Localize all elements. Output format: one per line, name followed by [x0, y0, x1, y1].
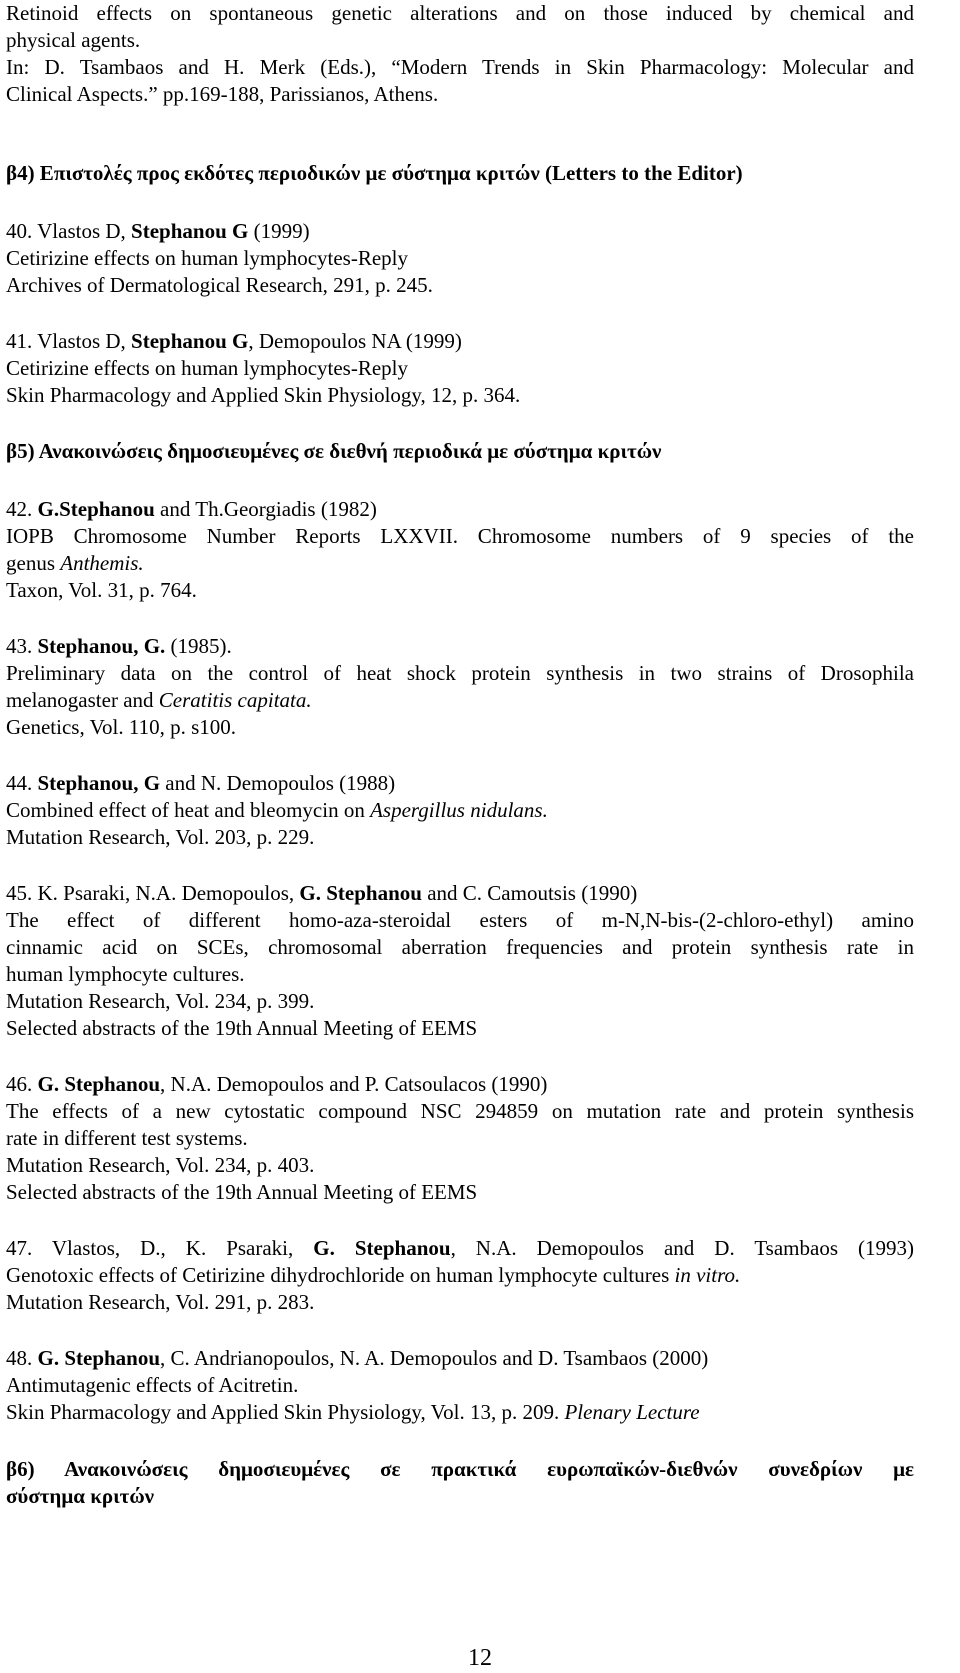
author-highlight: G. Stephanou	[313, 1236, 451, 1260]
ref-authors-rest: and C. Camoutsis (1990)	[427, 881, 638, 905]
species-name: Aspergillus nidulans.	[370, 798, 548, 822]
ref-authors-rest: , C. Andrianopoulos, N. A. Demopoulos and D. Tsambaos (2000)	[160, 1346, 709, 1370]
ref-46-source: Mutation Research, Vol. 234, p. 403.	[6, 1153, 315, 1177]
ref-48-source	[6, 1399, 914, 1426]
ref-43-title-line2	[6, 687, 914, 714]
ref-45-source: Mutation Research, Vol. 234, p. 399.	[6, 989, 315, 1013]
ref-text-line: physical agents.	[6, 28, 141, 52]
ref-46-title-line2: rate in different test systems.	[6, 1126, 248, 1150]
ref-number: 48.	[6, 1346, 33, 1370]
title-text: Genotoxic effects of Cetirizine dihydrochloride on human lymphocyte cultures	[6, 1263, 670, 1287]
author-highlight: G. Stephanou	[299, 881, 422, 905]
source-text: Skin Pharmacology and Applied Skin Physiology, Vol. 13, p. 209.	[6, 1400, 560, 1424]
ref-number: 45. K. Psaraki, N.A. Demopoulos,	[6, 881, 295, 905]
author-highlight: Stephanou, G	[37, 771, 161, 795]
plenary-note: Plenary Lecture	[564, 1400, 700, 1424]
ref-text-line: Clinical Aspects.” pp.169-188, Parissianos, Athens.	[6, 82, 439, 106]
section-heading-b6-line1: β6) Ανακοινώσεις δημοσιευμένες σε πρακτικά ευρωπαϊκών-διεθνών συνεδρίων με	[6, 1457, 914, 1481]
ref-44-title	[6, 797, 914, 824]
section-heading-b6-line2: σύστημα κριτών	[6, 1484, 155, 1508]
ref-45-title-line3: human lymphocyte cultures.	[6, 962, 245, 986]
ref-number: 46.	[6, 1072, 33, 1096]
species-name: Anthemis.	[60, 551, 144, 575]
author-highlight: G.Stephanou	[37, 497, 155, 521]
ref-number: 43.	[6, 634, 33, 658]
ref-43-authors	[6, 633, 914, 660]
ref-47-authors	[6, 1235, 914, 1262]
ref-42-title-line1: IOPB Chromosome Number Reports LXXVII. Chromosome numbers of 9 species of the	[6, 524, 914, 548]
italic-term: in vitro.	[674, 1263, 741, 1287]
ref-40-title: Cetirizine effects on human lymphocytes-Reply	[6, 246, 409, 270]
ref-46-note: Selected abstracts of the 19th Annual Meeting of EEMS	[6, 1180, 478, 1204]
author-highlight: G. Stephanou	[37, 1346, 161, 1370]
author-highlight: Stephanou G	[131, 219, 249, 243]
ref-year: (1985).	[170, 634, 232, 658]
ref-number: 44.	[6, 771, 33, 795]
title-text: genus	[6, 551, 55, 575]
page-number: 12	[468, 1645, 492, 1671]
ref-number: 40. Vlastos D,	[6, 219, 126, 243]
ref-number: 42.	[6, 497, 33, 521]
ref-text-line: Retinoid effects on spontaneous genetic alterations and on those induced by chemical and	[6, 1, 914, 25]
title-text: Combined effect of heat and bleomycin on	[6, 798, 365, 822]
heading-greek: β4) Επιστολές προς εκδότες περιοδικών με σύστημα κριτών	[6, 161, 540, 185]
ref-year: (1993)	[858, 1236, 914, 1260]
ref-40-source: Archives of Dermatological Research, 291, p. 245.	[6, 273, 433, 297]
ref-48-title: Antimutagenic effects of Acitretin.	[6, 1373, 299, 1397]
ref-46-authors	[6, 1071, 914, 1098]
ref-45-title-line2: cinnamic acid on SCEs, chromosomal aberration frequencies and protein synthesis rate in	[6, 935, 914, 959]
ref-42-source: Taxon, Vol. 31, p. 764.	[6, 578, 197, 602]
heading-english: (Letters to the Editor)	[544, 161, 743, 185]
ref-47-title	[6, 1262, 914, 1289]
ref-45-note: Selected abstracts of the 19th Annual Meeting of EEMS	[6, 1016, 478, 1040]
ref-42-title-line2	[6, 550, 914, 577]
ref-number: 47. Vlastos, D., K. Psaraki,	[6, 1236, 294, 1260]
ref-text-line: In: D. Tsambaos and H. Merk (Eds.), “Modern Trends in Skin Pharmacology: Molecular and	[6, 55, 914, 79]
ref-44-authors	[6, 770, 914, 797]
ref-year: (1999)	[253, 219, 310, 243]
author-highlight: G. Stephanou	[37, 1072, 161, 1096]
ref-authors-rest: , N.A. Demopoulos and P. Catsoulacos (1990)	[160, 1072, 548, 1096]
ref-authors-rest: and N. Demopoulos (1988)	[165, 771, 396, 795]
section-heading-b4	[6, 160, 914, 187]
ref-number: 41. Vlastos D,	[6, 329, 126, 353]
ref-45-title-line1: The effect of different homo-aza-steroidal esters of m-N,N-bis-(2-chloro-ethyl) amino	[6, 908, 914, 932]
ref-47-source: Mutation Research, Vol. 291, p. 283.	[6, 1290, 315, 1314]
species-name: Ceratitis capitata.	[158, 688, 312, 712]
ref-46-title-line1: The effects of a new cytostatic compound NSC 294859 on mutation rate and protein synthesis	[6, 1099, 914, 1123]
ref-authors-rest: and Th.Georgiadis (1982)	[160, 497, 377, 521]
title-text: melanogaster and	[6, 688, 154, 712]
ref-43-source: Genetics, Vol. 110, p. s100.	[6, 715, 237, 739]
ref-48-authors	[6, 1345, 914, 1372]
ref-42-authors	[6, 496, 914, 523]
ref-41-source: Skin Pharmacology and Applied Skin Physiology, 12, p. 364.	[6, 383, 521, 407]
ref-41-title: Cetirizine effects on human lymphocytes-Reply	[6, 356, 409, 380]
author-highlight: Stephanou, G.	[37, 634, 166, 658]
section-heading-b5: β5) Ανακοινώσεις δημοσιευμένες σε διεθνή περιοδικά με σύστημα κριτών	[6, 439, 662, 463]
ref-authors-rest: , Demopoulos NA (1999)	[248, 329, 462, 353]
ref-40-authors	[6, 218, 914, 245]
ref-43-title-line1: Preliminary data on the control of heat shock protein synthesis in two strains of Drosophila	[6, 661, 914, 685]
ref-41-authors	[6, 328, 914, 355]
ref-45-authors	[6, 880, 914, 907]
author-highlight: Stephanou G	[131, 329, 249, 353]
ref-44-source: Mutation Research, Vol. 203, p. 229.	[6, 825, 315, 849]
ref-authors-rest: , N.A. Demopoulos and D. Tsambaos	[450, 1236, 838, 1260]
